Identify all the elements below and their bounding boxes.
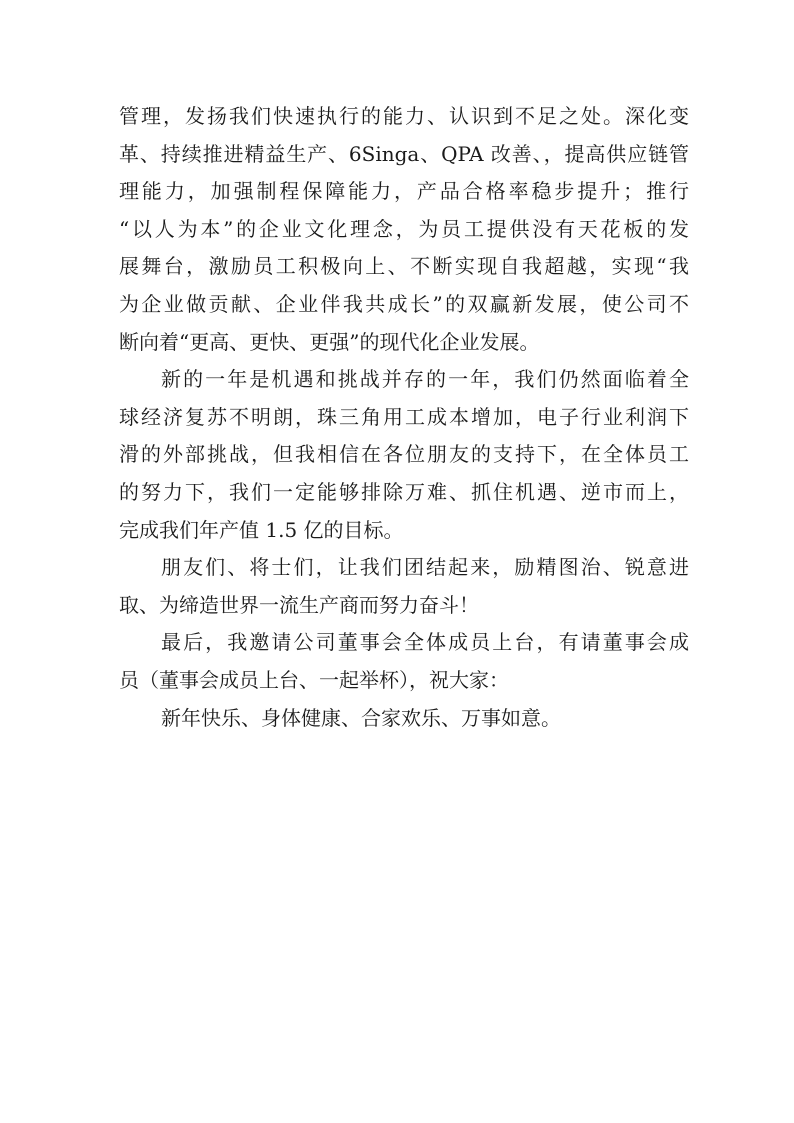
paragraph-start-line: 新年快乐、身体健康、合家欢乐、万事如意。: [161, 705, 561, 730]
text-line: 展舞台，激励员工积极向上、不断实现自我超越，实现“我: [119, 254, 689, 279]
document-body: [119, 98, 689, 737]
text-line: 的努力下，我们一定能够排除万难、抓住机遇、逆市而上，: [119, 479, 689, 504]
text-line: 革、持续推进精益生产、6Singa、QPA 改善、，提高供应链管: [119, 141, 689, 166]
text-line: 理能力，加强制程保障能力，产品合格率稳步提升；推行: [119, 179, 689, 204]
text-line: 员（董事会成员上台、一起举杯），祝大家：: [119, 667, 509, 692]
text-line: 完成我们年产值 1.5 亿的目标。: [119, 517, 404, 542]
text-line: “以人为本”的企业文化理念，为员工提供没有天花板的发: [119, 216, 689, 241]
text-line: 滑的外部挑战，但我相信在各位朋友的支持下，在全体员工: [119, 442, 689, 467]
text-line: 为企业做贡献、企业伴我共成长”的双赢新发展，使公司不: [119, 291, 689, 316]
paragraph-start-line: 新的一年是机遇和挑战并存的一年，我们仍然面临着全: [161, 367, 689, 392]
text-line: 断向着“更高、更快、更强”的现代化企业发展。: [119, 329, 540, 354]
paragraph-start-line: 最后，我邀请公司董事会全体成员上台，有请董事会成: [161, 630, 689, 655]
text-line: 取、为缔造世界一流生产商而努力奋斗！: [119, 592, 479, 617]
text-line: 管理，发扬我们快速执行的能力、认识到不足之处。深化变: [119, 104, 689, 128]
paragraph-start-line: 朋友们、将士们，让我们团结起来，励精图治、锐意进: [161, 555, 689, 580]
text-line: 球经济复苏不明朗，珠三角用工成本增加，电子行业利润下: [119, 404, 689, 429]
